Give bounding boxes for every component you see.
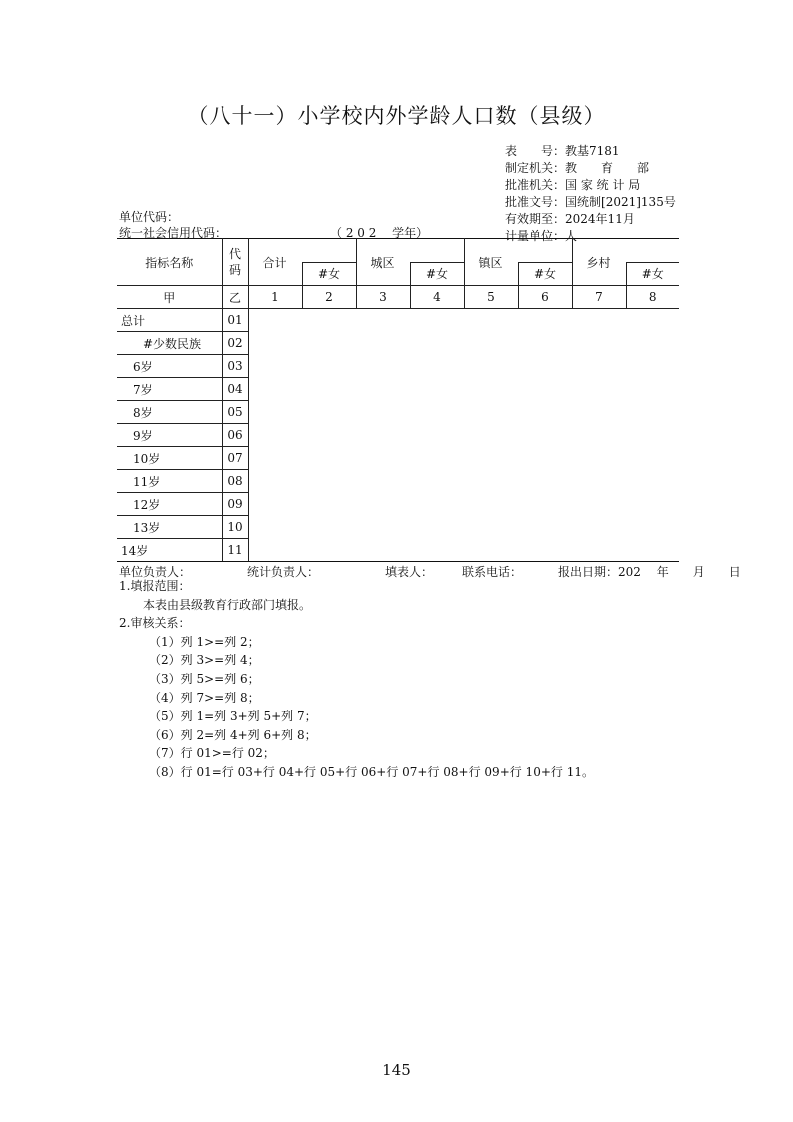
col-label: 5: [464, 286, 518, 309]
table-row: [117, 539, 679, 562]
row-code: 04: [222, 378, 248, 401]
check-item: （6）列 2=列 4+列 6+列 8；: [149, 727, 317, 742]
col-label: 7: [572, 286, 626, 309]
approver: 国 家 统 计 局: [565, 178, 641, 192]
authority: 教 育 部: [565, 161, 650, 175]
data-cells[interactable]: [248, 355, 679, 378]
row-name: 11岁: [117, 470, 222, 493]
table-row: [117, 355, 679, 378]
data-cells[interactable]: [248, 470, 679, 493]
check-title: 2.审核关系：: [119, 616, 191, 631]
column-label-row: [117, 286, 679, 309]
code-header: 代码: [222, 239, 248, 286]
data-cells[interactable]: [248, 378, 679, 401]
credit-code-label: 统一社会信用代码：: [119, 226, 228, 240]
row-code: 06: [222, 424, 248, 447]
data-table: [117, 238, 679, 562]
header-row-1: [117, 239, 679, 263]
group-rural-header: 乡村: [572, 239, 626, 286]
row-code: 02: [222, 332, 248, 355]
data-cells[interactable]: [248, 401, 679, 424]
form-no: 教基7181: [565, 144, 620, 158]
row-name: 总计: [117, 309, 222, 332]
approver-label: 批准机关：: [505, 178, 566, 192]
valid-label: 有效期至：: [505, 212, 566, 226]
female-header-2: #女: [410, 262, 464, 286]
row-name: 6岁: [117, 355, 222, 378]
row-name: 9岁: [117, 424, 222, 447]
table-row: [117, 493, 679, 516]
data-cells[interactable]: [248, 309, 679, 332]
data-cells[interactable]: [248, 424, 679, 447]
check-item: （3）列 5>=列 6；: [149, 671, 260, 686]
school-year: （ 2 0 2 学年）: [330, 226, 429, 240]
check-item: （2）列 3>=列 4；: [149, 653, 260, 668]
female-header-4: #女: [626, 262, 679, 286]
unit: 人: [565, 229, 578, 243]
row-code: 10: [222, 516, 248, 539]
row-code: 09: [222, 493, 248, 516]
row-code: 11: [222, 539, 248, 562]
data-cells[interactable]: [248, 539, 679, 562]
row-name: 14岁: [117, 539, 222, 562]
row-name: 7岁: [117, 378, 222, 401]
col-label: 6: [518, 286, 572, 309]
indicator-header: 指标名称: [117, 239, 222, 286]
doc-no: 国统制[2021]135号: [565, 195, 676, 209]
stats-head-signature: 统计负责人：: [247, 565, 320, 579]
row-code: 08: [222, 470, 248, 493]
data-cells[interactable]: [248, 493, 679, 516]
check-item: （8）行 01=行 03+行 04+行 05+行 06+行 07+行 08+行 09+行 10+行 11。: [149, 764, 594, 779]
doc-no-label: 批准文号：: [505, 195, 566, 209]
data-cells[interactable]: [248, 516, 679, 539]
table-row: [117, 309, 679, 332]
row-name: 12岁: [117, 493, 222, 516]
row-name: 13岁: [117, 516, 222, 539]
col-label: 4: [410, 286, 464, 309]
group-urban-header: 城区: [356, 239, 410, 286]
form-meta: [505, 143, 676, 245]
head-signature: 单位负责人：: [119, 565, 192, 579]
row-name: #少数民族: [117, 332, 222, 355]
table-row: [117, 332, 679, 355]
table-row: [117, 378, 679, 401]
data-cells[interactable]: [248, 447, 679, 470]
row-code: 05: [222, 401, 248, 424]
table-row: [117, 470, 679, 493]
table-row: [117, 401, 679, 424]
data-cells[interactable]: [248, 332, 679, 355]
filler-signature: 填表人：: [385, 565, 434, 579]
check-item: （7）行 01>=行 02；: [149, 746, 275, 761]
table-row: [117, 447, 679, 470]
check-item: （4）列 7>=列 8；: [149, 690, 260, 705]
col-label: 甲: [117, 286, 222, 309]
row-code: 01: [222, 309, 248, 332]
authority-label: 制定机关：: [505, 161, 566, 175]
form-no-label: 表 号：: [505, 144, 566, 158]
notes: [119, 577, 594, 782]
org-code-label: 单位代码：: [119, 210, 180, 224]
col-label: 乙: [222, 286, 248, 309]
row-code: 03: [222, 355, 248, 378]
check-item: （5）列 1=列 3+列 5+列 7；: [149, 709, 317, 724]
col-label: 2: [302, 286, 356, 309]
female-header-3: #女: [518, 262, 572, 286]
page-number: 145: [382, 1061, 411, 1079]
report-date: 报出日期：202 年 月 日: [558, 565, 741, 579]
scope-title: 1.填报范围：: [119, 579, 191, 593]
col-label: 1: [248, 286, 302, 309]
row-name: 8岁: [117, 401, 222, 424]
scope-text: 本表由县级教育行政部门填报。: [143, 597, 312, 612]
phone-field: 联系电话：: [462, 565, 523, 579]
table-row: [117, 516, 679, 539]
row-code: 07: [222, 447, 248, 470]
col-label: 3: [356, 286, 410, 309]
col-label: 8: [626, 286, 679, 309]
unit-label: 计量单位：: [505, 229, 566, 243]
table-row: [117, 424, 679, 447]
group-town-header: 镇区: [464, 239, 518, 286]
check-item: （1）列 1>=列 2；: [149, 634, 260, 649]
female-header-1: #女: [302, 262, 356, 286]
page-title: （八十一）小学校内外学龄人口数（县级）: [187, 104, 606, 128]
valid-until: 2024年11月: [565, 212, 635, 226]
row-name: 10岁: [117, 447, 222, 470]
group-total-header: 合计: [248, 239, 302, 286]
